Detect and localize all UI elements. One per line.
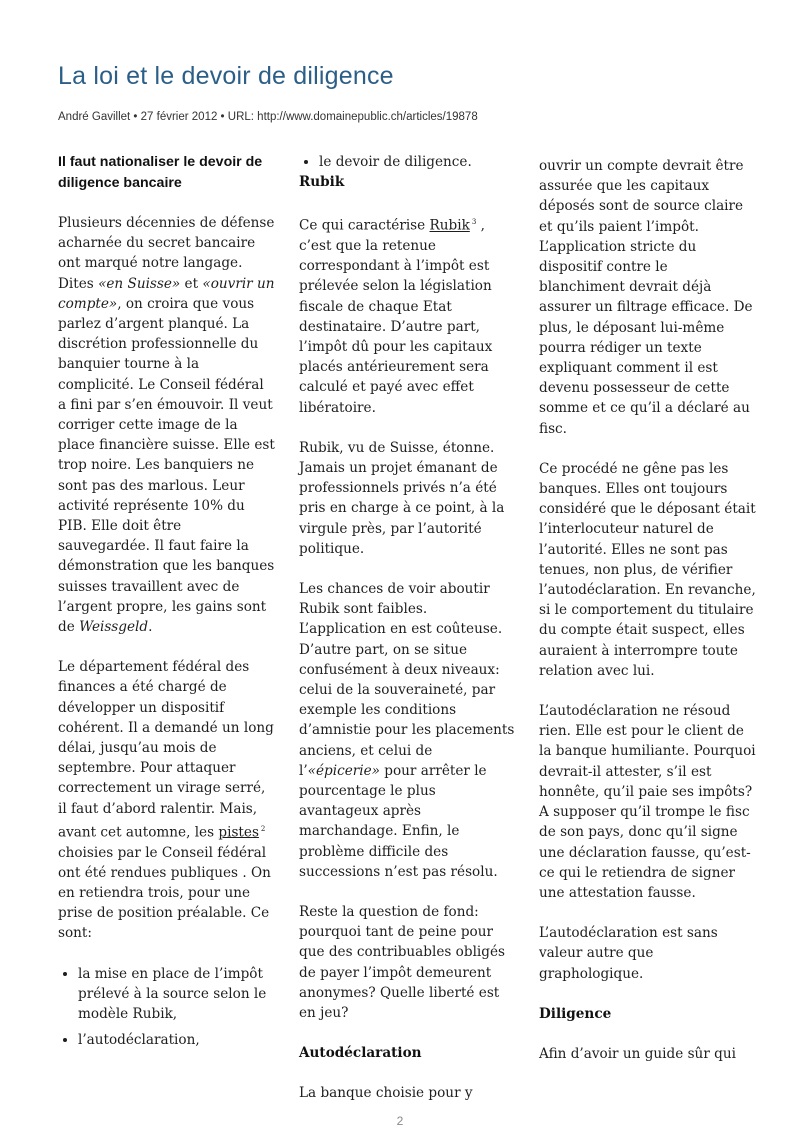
subheading-rubik: Rubik [299, 174, 345, 191]
footnote-marker: 2 [260, 824, 266, 833]
list-item: • le devoir de diligence. [319, 152, 517, 172]
text-run: Les chances de voir aboutir Rubik sont faibles. L’application en est coûteuse. D’autre part, on se situe confusément à deux niveaux: celui de la souveraineté, par exemple les conditions d’amnistie pour les placements anciens, et celui de l’ [299, 580, 515, 779]
page-number: 2 [396, 1114, 404, 1128]
paragraph: L’autodéclaration ne résoud rien. Elle est pour le client de la banque humiliante. Pourquoi devrait-il attester, s’il est honnête, qu’il paie ses impôts? A supposer qu’il trompe le fisc de son pays, donc qu’il signe une déclaration fausse, qu’est-ce qui le retiendra de signer une attestation fausse. [539, 703, 756, 901]
paragraph [58, 213, 276, 637]
measures-list-continued [299, 152, 517, 172]
footnote-marker: 3 [471, 218, 477, 227]
list-item: • l’autodéclaration, [78, 1030, 276, 1050]
paragraph: ouvrir un compte devrait être assurée que les capitaux déposés sont de source claire et qu’ils paient l’impôt. L’application stricte du dispositif contre le blanchiment devrait déjà assurer un filtrage efficace. De plus, le déposant lui-même pourra rédiger un texte expliquant comment il est devenu possesseur de cette somme et ce qu’il a déclaré au fisc. [539, 158, 753, 437]
article-title: La loi et le devoir de diligence [58, 62, 394, 90]
text-run: Plusieurs décennies de défense acharnée du secret bancaire ont marqué notre langage. Dites [58, 215, 275, 292]
emphasis: «ouvrir un compte» [58, 275, 275, 312]
column-1 [58, 152, 276, 1056]
subheading-diligence: Diligence [539, 1005, 612, 1022]
text-run: Le département fédéral des finances a été chargé de développer un dispositif cohérent. Il a demandé un long délai, jusqu’au mois de septembre. Pour attaquer correctement un virage serré, il faut d’abord ralentir. Mais, avant cet automne, les [58, 659, 274, 841]
paragraph: Rubik, vu de Suisse, étonne. Jamais un projet émanant de professionnels privés n’a été pris en charge à ce point, à la virgule près, par l’autorité politique. [299, 439, 505, 557]
paragraph: La banque choisie pour y [299, 1085, 473, 1102]
rubik-link[interactable]: Rubik [429, 217, 470, 234]
emphasis: «en Suisse» [98, 275, 181, 292]
paragraph: Afin d’avoir un guide sûr qui [539, 1045, 736, 1062]
text-run: Ce qui caractérise [299, 217, 430, 234]
text-run: choisies par le Conseil fédéral ont été rendues publiques . On en retiendra trois, pour une prise de position préalable. Ce sont: [58, 844, 271, 942]
paragraph: Reste la question de fond: pourquoi tant de peine pour que des contribuables obligés de payer l’impôt demeurent anonymes? Quelle liberté est en jeu? [299, 904, 505, 1022]
list-item: • la mise en place de l’impôt prélevé à la source selon le modèle Rubik, [78, 964, 276, 1025]
column-3 [539, 156, 757, 1064]
text-run: et [180, 275, 203, 292]
text-run: , on croira que vous parlez d’argent planqué. La discrétion professionnelle du banquier tourne à la complicité. Le Conseil fédéral a fini par s’en émouvoir. Il veut corriger cette image de la place financière suisse. Elle est trop noire. Les banquiers ne sont pas des marlous. Leur activité représente 10% du PIB. Elle doit être sauvegardée. Il faut faire la démonstration que les banques suisses travaillent avec de l’argent propre, les gains sont de [58, 295, 275, 636]
section-heading: Il faut nationaliser le devoir de diligence bancaire [58, 154, 263, 191]
emphasis: Weissgeld [79, 619, 149, 636]
emphasis: «épicerie» [307, 762, 380, 779]
subheading-autodeclaration: Autodéclaration [299, 1045, 422, 1062]
article-byline: André Gavillet • 27 février 2012 • URL: http://www.domainepublic.ch/articles/19878 [58, 111, 478, 123]
paragraph: L’autodéclaration est sans valeur autre que graphologique. [539, 925, 718, 982]
paragraph [58, 657, 276, 943]
text-run: . [148, 619, 153, 636]
paragraph [299, 212, 517, 418]
paragraph: Ce procédé ne gêne pas les banques. Elles ont toujours considéré que le déposant était l’interlocuteur naturel de l’autorité. Elles ne sont pas tenues, non plus, de vérifier l’autodéclaration. En revanche, si le comportement du titulaire du compte était suspect, elles auraient à interrompre toute relation avec lui. [539, 460, 756, 679]
text-run: , c’est que la retenue correspondant à l’impôt est prélevée selon la législation fiscale de chaque Etat destinataire. D’autre part, l’impôt dû pour les capitaux placés antérieurement sera calculé et payé avec effet libératoire. [299, 217, 493, 416]
paragraph [299, 579, 517, 882]
text-run: pour arrêter le pourcentage le plus avantageux après marchandage. Enfin, le problème difficile des successions n’est pas résolu. [299, 762, 498, 880]
measures-list [58, 964, 276, 1051]
pistes-link[interactable]: pistes [218, 824, 259, 841]
column-2 [299, 152, 517, 1103]
